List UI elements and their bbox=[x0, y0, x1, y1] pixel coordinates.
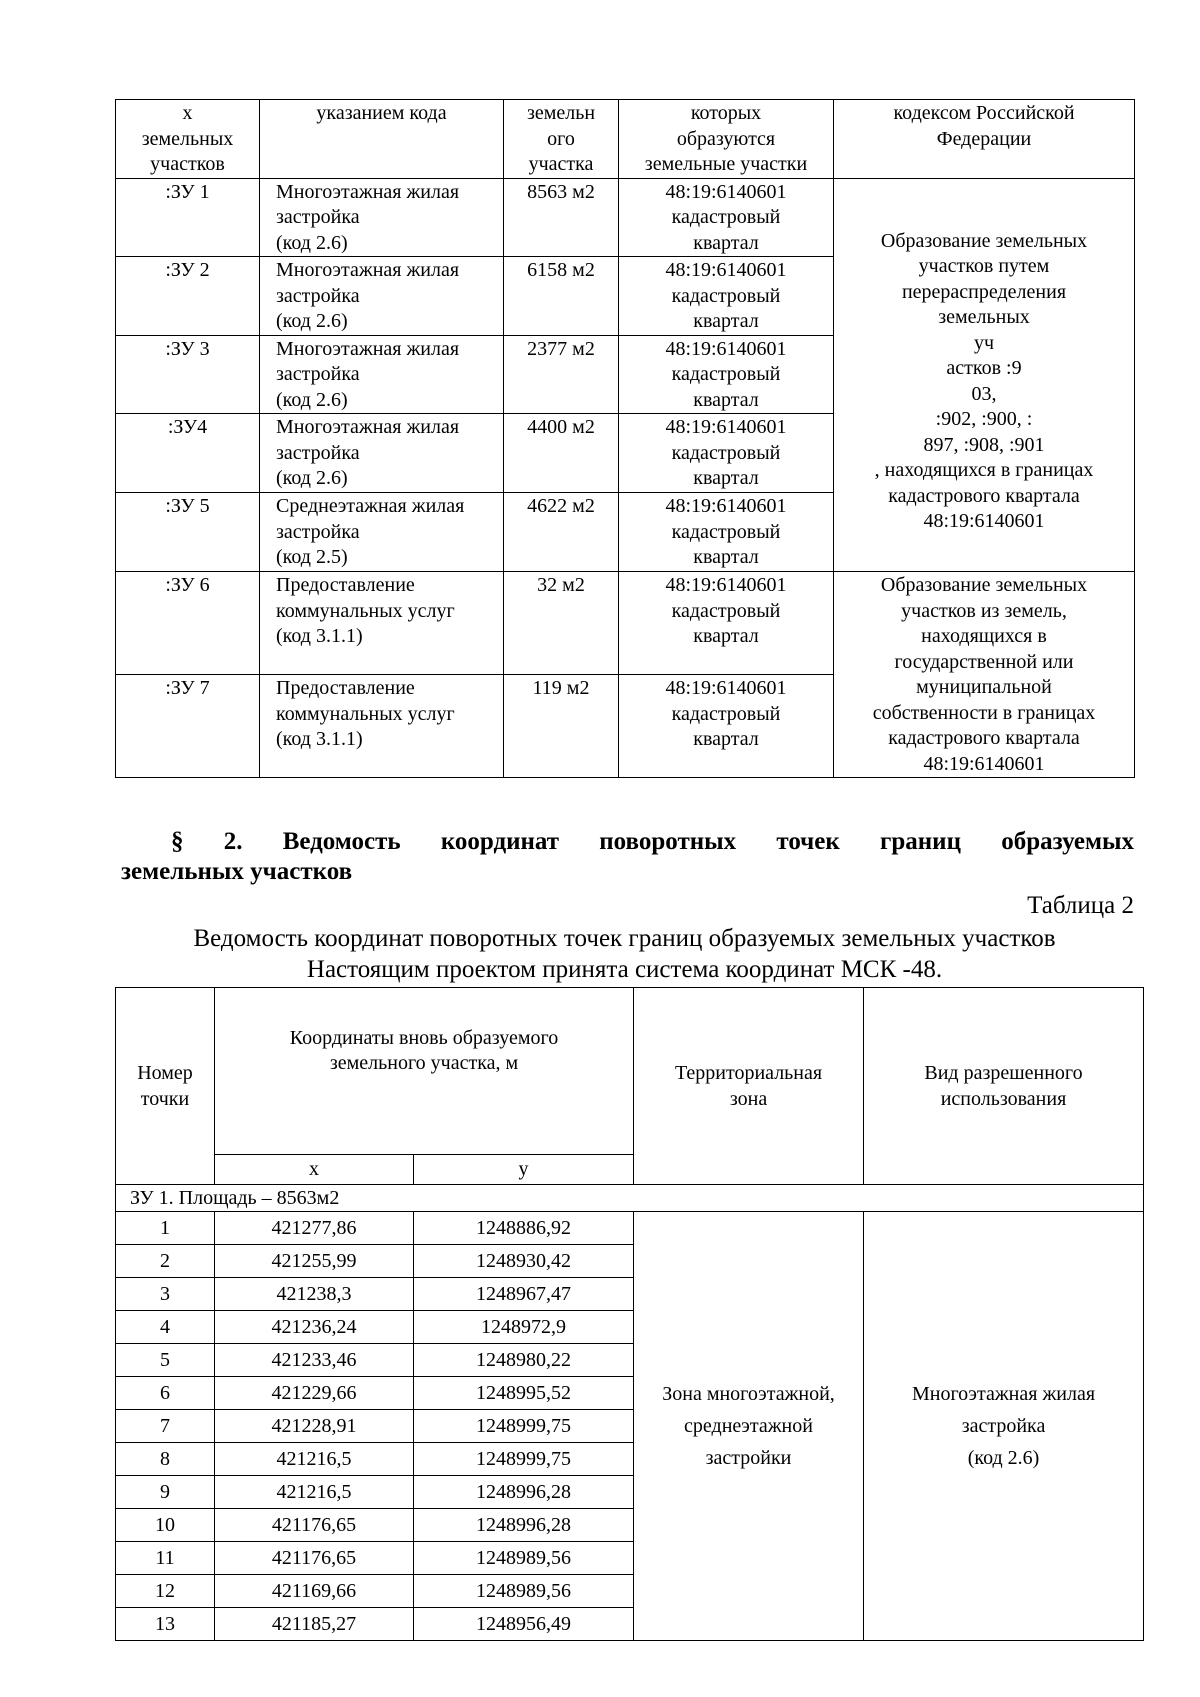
coordinate-y: 1248995,52 bbox=[414, 1377, 634, 1410]
coordinate-y: 1248996,28 bbox=[414, 1476, 634, 1509]
coordinate-y: 1248886,92 bbox=[414, 1212, 634, 1245]
point-number: 4 bbox=[116, 1311, 215, 1344]
plot-group-label: ЗУ 1. Площадь – 8563м2 bbox=[116, 1185, 1144, 1212]
header-cell: указанием кода bbox=[260, 100, 504, 179]
table-caption: Ведомость координат поворотных точек границ образуемых земельных участков bbox=[193, 925, 1056, 952]
coordinate-y: 1248967,47 bbox=[414, 1278, 634, 1311]
permitted-use: Многоэтажная жилая застройка (код 2.6) bbox=[864, 1212, 1144, 1641]
header-cell: кодексом Российской Федерации bbox=[834, 100, 1135, 179]
section-heading-line1: § 2. Ведомость координат поворотных точек границ образуемых bbox=[171, 828, 1134, 855]
plot-area: 8563 м2 bbox=[504, 178, 619, 257]
coordinates-table bbox=[115, 987, 1144, 1641]
section-heading bbox=[121, 827, 1134, 887]
coordinate-y: 1248989,56 bbox=[414, 1542, 634, 1575]
coordinate-y: 1248980,22 bbox=[414, 1344, 634, 1377]
permitted-use: Предоставление коммунальных услуг (код 3.1.1) bbox=[260, 675, 504, 778]
header-coordinates: Координаты вновь образуемого земельного участка, м bbox=[215, 988, 634, 1155]
coordinate-y: 1248956,49 bbox=[414, 1608, 634, 1641]
plot-group-row bbox=[116, 1185, 1144, 1212]
permitted-use: Многоэтажная жилая застройка (код 2.6) bbox=[260, 414, 504, 493]
coordinate-x: 421236,24 bbox=[215, 1311, 414, 1344]
plot-id: :ЗУ4 bbox=[116, 414, 260, 493]
section-heading-line2: земельных участков bbox=[121, 858, 353, 885]
formation-method-note: Образование земельных участков путем перераспределения земельных уч астков :9 03, :902, :900, : 897, :908, :901 , находящихся в границах кадастрового квартала 48:19:6140601 bbox=[834, 178, 1135, 572]
coordinate-x: 421233,46 bbox=[215, 1344, 414, 1377]
point-number: 5 bbox=[116, 1344, 215, 1377]
plot-area: 2377 м2 bbox=[504, 335, 619, 414]
coordinate-x: 421216,5 bbox=[215, 1443, 414, 1476]
table-number-label: Таблица 2 bbox=[1027, 892, 1134, 919]
territorial-zone: Зона многоэтажной, среднеэтажной застройки bbox=[634, 1212, 864, 1641]
header-cell: которых образуются земельные участки bbox=[619, 100, 834, 179]
coordinate-y: 1248930,42 bbox=[414, 1245, 634, 1278]
coordinate-x: 421228,91 bbox=[215, 1410, 414, 1443]
point-number: 3 bbox=[116, 1278, 215, 1311]
point-number: 13 bbox=[116, 1608, 215, 1641]
point-number: 1 bbox=[116, 1212, 215, 1245]
coordinate-y: 1248999,75 bbox=[414, 1410, 634, 1443]
permitted-use: Среднеэтажная жилая застройка (код 2.5) bbox=[260, 493, 504, 572]
permitted-use: Многоэтажная жилая застройка (код 2.6) bbox=[260, 335, 504, 414]
coordinate-y: 1248999,75 bbox=[414, 1443, 634, 1476]
table-row bbox=[116, 1212, 1144, 1245]
coordinate-y: 1248996,28 bbox=[414, 1509, 634, 1542]
coordinate-x: 421216,5 bbox=[215, 1476, 414, 1509]
table-row bbox=[116, 178, 1135, 257]
point-number: 7 bbox=[116, 1410, 215, 1443]
cadastral-quarter: 48:19:6140601 кадастровый квартал bbox=[619, 493, 834, 572]
cadastral-quarter: 48:19:6140601 кадастровый квартал bbox=[619, 178, 834, 257]
permitted-use: Многоэтажная жилая застройка (код 2.6) bbox=[260, 257, 504, 336]
plot-area: 4400 м2 bbox=[504, 414, 619, 493]
table-row bbox=[116, 572, 1135, 675]
cadastral-quarter: 48:19:6140601 кадастровый квартал bbox=[619, 414, 834, 493]
point-number: 9 bbox=[116, 1476, 215, 1509]
point-number: 11 bbox=[116, 1542, 215, 1575]
coordinate-x: 421169,66 bbox=[215, 1575, 414, 1608]
coordinate-y: 1248989,56 bbox=[414, 1575, 634, 1608]
land-plots-table bbox=[115, 99, 1135, 778]
point-number: 10 bbox=[116, 1509, 215, 1542]
coordinate-x: 421229,66 bbox=[215, 1377, 414, 1410]
plot-id: :ЗУ 6 bbox=[116, 572, 260, 675]
cadastral-quarter: 48:19:6140601 кадастровый квартал bbox=[619, 675, 834, 778]
permitted-use: Предоставление коммунальных услуг (код 3.1.1) bbox=[260, 572, 504, 675]
coordinate-x: 421255,99 bbox=[215, 1245, 414, 1278]
coordinate-x: 421277,86 bbox=[215, 1212, 414, 1245]
header-zone: Территориальная зона bbox=[634, 988, 864, 1185]
coordinate-x: 421238,3 bbox=[215, 1278, 414, 1311]
plot-area: 4622 м2 bbox=[504, 493, 619, 572]
header-x: х bbox=[215, 1155, 414, 1185]
table-header-row bbox=[116, 988, 1144, 1155]
plot-id: :ЗУ 3 bbox=[116, 335, 260, 414]
header-point-number: Номер точки bbox=[116, 988, 215, 1185]
plot-area: 119 м2 bbox=[504, 675, 619, 778]
point-number: 8 bbox=[116, 1443, 215, 1476]
permitted-use: Многоэтажная жилая застройка (код 2.6) bbox=[260, 178, 504, 257]
header-y: у bbox=[414, 1155, 634, 1185]
coordinate-system-note: Настоящим проектом принята система координат МСК -48. bbox=[306, 956, 943, 983]
point-number: 6 bbox=[116, 1377, 215, 1410]
coordinate-x: 421185,27 bbox=[215, 1608, 414, 1641]
cadastral-quarter: 48:19:6140601 кадастровый квартал bbox=[619, 257, 834, 336]
coordinate-x: 421176,65 bbox=[215, 1509, 414, 1542]
point-number: 2 bbox=[116, 1245, 215, 1278]
table-header-row bbox=[116, 100, 1135, 179]
header-permitted-use: Вид разрешенного использования bbox=[864, 988, 1144, 1185]
cadastral-quarter: 48:19:6140601 кадастровый квартал bbox=[619, 335, 834, 414]
plot-id: :ЗУ 5 bbox=[116, 493, 260, 572]
point-number: 12 bbox=[116, 1575, 215, 1608]
coordinate-x: 421176,65 bbox=[215, 1542, 414, 1575]
header-cell: земельн ого участка bbox=[504, 100, 619, 179]
plot-id: :ЗУ 2 bbox=[116, 257, 260, 336]
plot-area: 6158 м2 bbox=[504, 257, 619, 336]
cadastral-quarter: 48:19:6140601 кадастровый квартал bbox=[619, 572, 834, 675]
header-cell: х земельных участков bbox=[116, 100, 260, 179]
formation-method-note: Образование земельных участков из земель, находящихся в государственной или муниципальной собственности в границах кадастрового квартала 48:19:6140601 bbox=[834, 572, 1135, 778]
plot-id: :ЗУ 1 bbox=[116, 178, 260, 257]
coordinate-y: 1248972,9 bbox=[414, 1311, 634, 1344]
plot-id: :ЗУ 7 bbox=[116, 675, 260, 778]
plot-area: 32 м2 bbox=[504, 572, 619, 675]
